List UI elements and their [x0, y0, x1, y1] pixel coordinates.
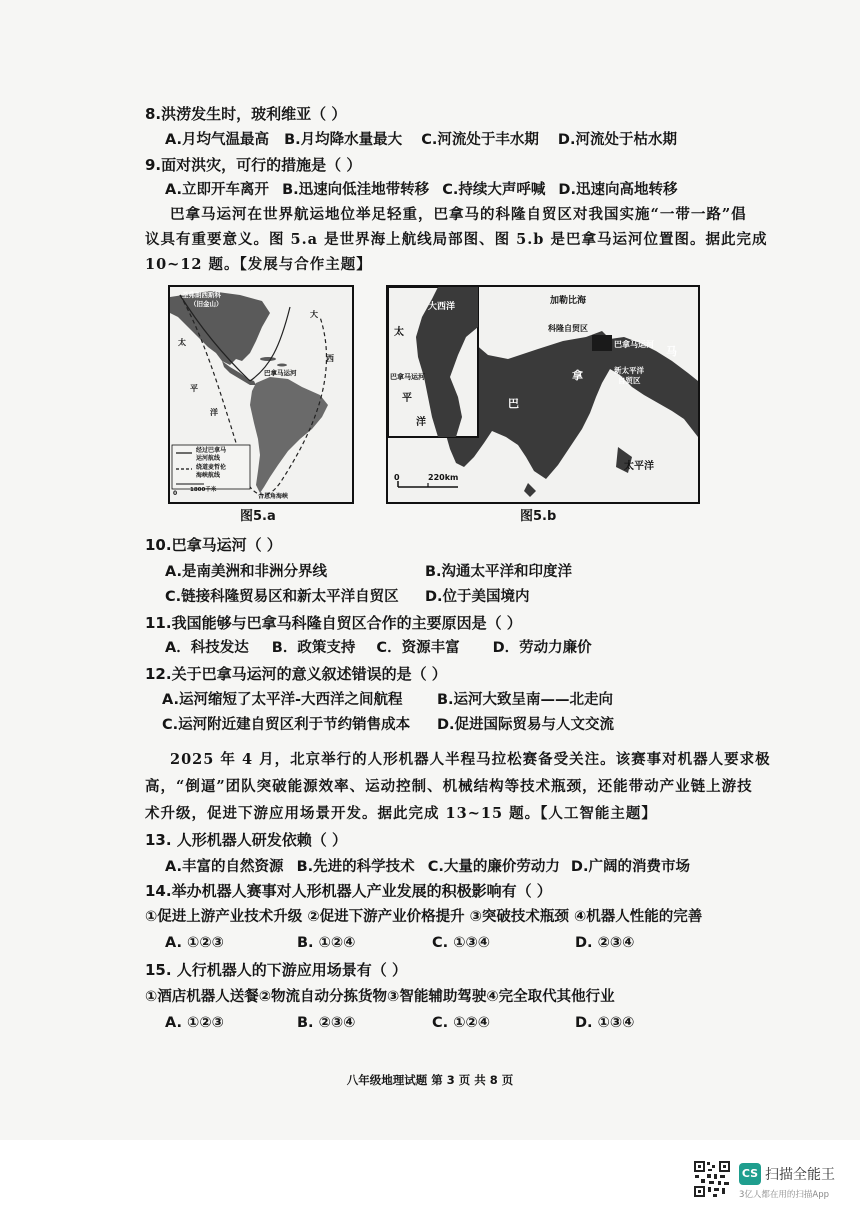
legend-item-1b: 运河航线 [196, 455, 221, 462]
q13-option-c: C.大量的廉价劳动力 [427, 859, 560, 875]
q14-option-b: B. ①②④ [297, 935, 356, 951]
inset-label-canal: 巴拿马运河 [390, 373, 425, 381]
q14-option-a: A. ①②③ [165, 935, 224, 951]
label-tai: 太 [178, 338, 186, 347]
q15-option-a: A. ①②③ [165, 1015, 224, 1031]
watermark-app-name: 扫描全能王 [765, 1167, 835, 1183]
q9-option-b: B.迅速向低洼地带转移 [282, 182, 430, 198]
q13-option-d: D.广阔的消费市场 [570, 859, 690, 875]
legend-item-1a: 经过巴拿马 [196, 447, 227, 454]
inset-label-ping: 平 [402, 393, 412, 404]
q12-option-d: D.促进国际贸易与人文交流 [437, 717, 615, 733]
q11-option-d: D．劳动力廉价 [492, 640, 592, 656]
figure-5b-map [386, 285, 700, 504]
label-san-francisco: 圣弗朗西斯科 [182, 291, 221, 299]
scale-text: 220km [428, 473, 459, 482]
question-15-stem: 15. 人行机器人的下游应用场景有（ ） [145, 961, 408, 979]
passage-1-line-3: 10~12 题。【发展与合作主题】 [145, 256, 372, 273]
label-ping: 平 [190, 384, 198, 393]
label-yang: 洋 [210, 408, 218, 417]
inset-map [388, 287, 478, 437]
label-panama-canal: 巴拿马运河 [264, 369, 297, 377]
q13-option-a: A.丰富的自然资源 [165, 859, 284, 875]
figure-5a-caption: 图5.a [240, 509, 276, 524]
q12-option-a: A.运河缩短了太平洋-大西洋之间航程 [162, 692, 403, 708]
q8-option-c: C.河流处于丰水期 [421, 132, 539, 148]
label-new-pacific-a: 新太平洋 [614, 366, 644, 375]
watermark-tagline: 3亿人都在用的扫描App [739, 1190, 830, 1200]
question-11-stem: 11.我国能够与巴拿马科隆自贸区合作的主要原因是（ ） [145, 614, 522, 632]
central-america-landmass [222, 361, 256, 385]
q9-option-d: D.迅速向高地转移 [558, 182, 678, 198]
question-9-options [165, 180, 677, 200]
q13-option-b: B.先进的科学技术 [296, 859, 415, 875]
inset-label-yang: 洋 [416, 417, 426, 428]
label-da: 大 [310, 310, 318, 319]
q10-option-b: B.沟通太平洋和印度洋 [425, 564, 573, 580]
scale-zero: 0 [394, 473, 400, 482]
label-colon-free-zone: 科隆自贸区 [548, 324, 588, 333]
south-america-landmass [250, 377, 328, 493]
label-xi: 西 [326, 354, 334, 363]
inset-label-atlantic: 大西洋 [428, 302, 456, 312]
question-14-items: ①促进上游产业技术升级 ②促进下游产业价格提升 ③突破技术瓶颈 ④机器人性能的完善 [145, 909, 703, 925]
question-13-stem: 13. 人形机器人研发依赖（ ） [145, 831, 348, 849]
question-8-stem: 8.洪涝发生时，玻利维亚（ ） [145, 105, 347, 123]
legend-scale-text: 1800千米 [190, 487, 217, 493]
camscanner-logo-icon: CS [739, 1163, 761, 1185]
label-panama-canal-b: 巴拿马运河 [614, 340, 654, 349]
q8-option-d: D.河流处于枯水期 [557, 132, 677, 148]
figure-5a-svg [170, 287, 352, 502]
figure-5b-caption: 图5.b [520, 509, 557, 524]
inset-label-tai: 太 [394, 327, 404, 338]
q8-option-b: B.月均降水量最大 [284, 132, 403, 148]
label-cape-horn: 合恩角海峡 [258, 493, 289, 500]
label-na: 拿 [572, 369, 583, 382]
q10-option-c: C.链接科隆贸易区和新太平洋自贸区 [165, 589, 399, 605]
passage-2-line-2: 高，“倒逼”团队突破能源效率、运动控制、机械结构等技术瓶颈，还能带动产业链上游技 [145, 778, 753, 795]
legend-scale-zero: 0 [173, 490, 178, 497]
caribbean-island [277, 364, 287, 367]
q15-option-b: B. ②③④ [297, 1015, 356, 1031]
q10-option-d: D.位于美国境内 [425, 589, 530, 605]
q15-option-d: D. ①③④ [575, 1015, 635, 1031]
q12-option-c: C.运河附近建自贸区利于节约销售成本 [162, 717, 411, 733]
legend-item-2b: 海峡航线 [196, 472, 221, 479]
q14-option-c: C. ①③④ [432, 935, 491, 951]
q9-option-c: C.持续大声呼喊 [442, 182, 546, 198]
label-caribbean-sea: 加勒比海 [550, 296, 587, 306]
question-9-stem: 9.面对洪灾，可行的措施是（ ） [145, 156, 362, 174]
q8-option-a: A.月均气温最高 [165, 132, 269, 148]
question-14-stem: 14.举办机器人赛事对人形机器人产业发展的积极影响有（ ） [145, 882, 552, 900]
legend-item-2a: 绕道麦哲伦 [196, 464, 227, 471]
question-15-items: ①酒店机器人送餐②物流自动分拣货物③智能辅助驾驶④完全取代其他行业 [145, 989, 615, 1005]
passage-2-line-3: 术升级，促进下游应用场景开发。据此完成 13~15 题。【人工智能主题】 [145, 805, 657, 822]
caribbean-island [260, 357, 276, 361]
q15-option-c: C. ①②④ [432, 1015, 491, 1031]
figure-5b-svg [388, 287, 698, 502]
island [524, 483, 536, 497]
question-11-options [165, 638, 592, 658]
q11-option-a: A．科技发达 [165, 640, 249, 656]
figure-5a-map [168, 285, 354, 504]
passage-1-line-1: 巴拿马运河在世界航运地位举足轻重，巴拿马的科隆自贸区对我国实施“一带一路”倡 [170, 206, 747, 223]
q10-option-a: A.是南美洲和非洲分界线 [165, 564, 327, 580]
q14-option-d: D. ②③④ [575, 935, 635, 951]
label-pacific-ocean: 太平洋 [624, 461, 654, 472]
question-12-stem: 12.关于巴拿马运河的意义叙述错误的是（ ） [145, 665, 447, 683]
question-10-stem: 10.巴拿马运河（ ） [145, 536, 282, 554]
q11-option-c: C．资源丰富 [376, 640, 460, 656]
q11-option-b: B．政策支持 [271, 640, 356, 656]
qr-code-icon [693, 1160, 731, 1198]
scanner-watermark [693, 1160, 853, 1204]
label-new-pacific-b: 自贸区 [618, 376, 641, 385]
q9-option-a: A.立即开车离开 [165, 182, 269, 198]
label-ba: 巴 [508, 397, 519, 410]
question-8-options [165, 130, 677, 150]
passage-2-line-1: 2025 年 4 月，北京举行的人形机器人半程马拉松赛备受关注。该赛事对机器人要求极 [170, 751, 771, 768]
question-13-options [165, 857, 690, 877]
page-footer: 八年级地理试题 第 3 页 共 8 页 [346, 1073, 514, 1087]
label-san-francisco-paren: （旧金山） [190, 300, 223, 308]
q12-option-b: B.运河大致呈南——北走向 [437, 692, 614, 708]
passage-1-line-2: 议具有重要意义。图 5.a 是世界海上航线局部图、图 5.b 是巴拿马运河位置图。据此完成 [145, 231, 768, 248]
canal-zone-marker [592, 335, 612, 351]
label-ma: 马 [666, 345, 677, 358]
